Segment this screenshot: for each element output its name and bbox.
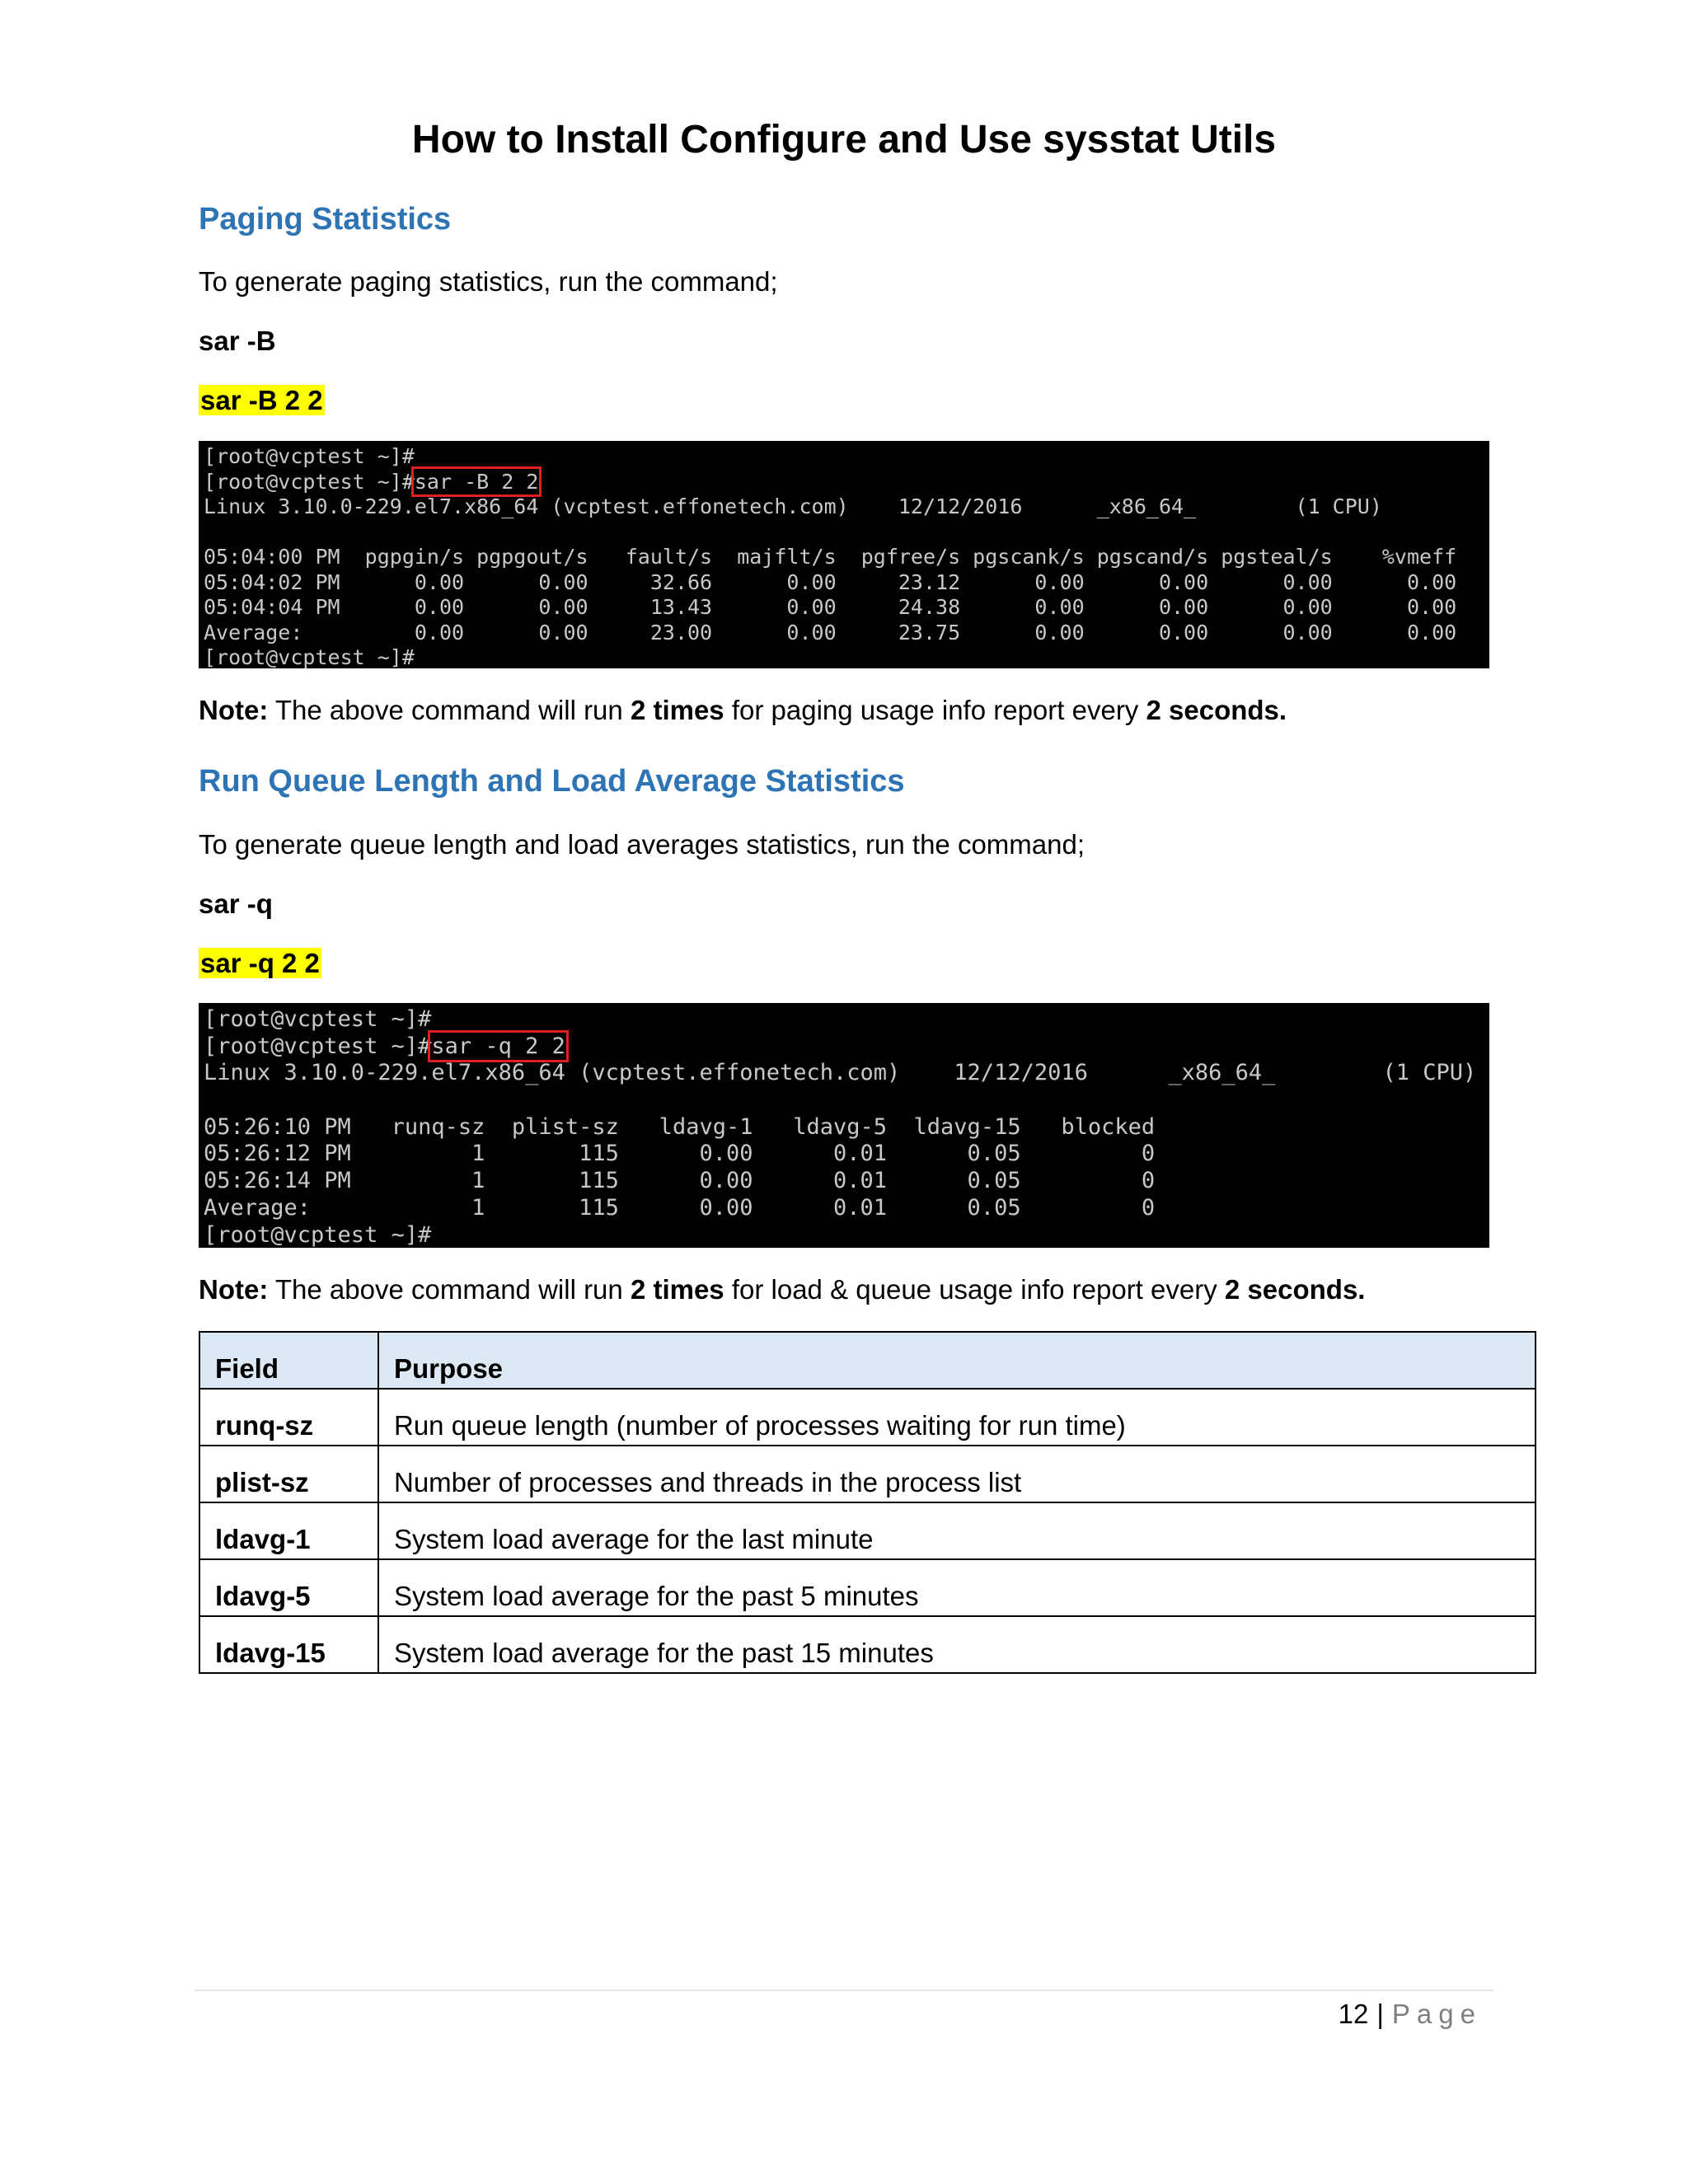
queue-intro: To generate queue length and load averages statistics, run the command; bbox=[199, 829, 1085, 860]
terminal-line: Average: 0.00 0.00 23.00 0.00 23.75 0.00 0.00 0.00 0.00 bbox=[204, 620, 1457, 644]
queue-heading: Run Queue Length and Load Average Statistics bbox=[199, 764, 905, 799]
terminal-line: 05:04:02 PM 0.00 0.00 32.66 0.00 23.12 0.00 0.00 0.00 0.00 bbox=[204, 569, 1457, 594]
terminal-line: 05:26:12 PM 1 115 0.00 0.01 0.05 0 bbox=[204, 1141, 1156, 1167]
paging-heading: Paging Statistics bbox=[199, 202, 452, 237]
terminal-line bbox=[204, 1033, 1484, 1061]
table-row bbox=[199, 1616, 1536, 1673]
footer-divider bbox=[195, 1990, 1493, 1991]
field-cell: ldavg-1 bbox=[199, 1502, 378, 1559]
terminal-line: [root@vcptest ~]# bbox=[204, 1006, 432, 1032]
footer-separator: | bbox=[1376, 1999, 1384, 2029]
purpose-cell: Run queue length (number of processes waiting for run time) bbox=[378, 1389, 1536, 1446]
terminal-prompt: [root@vcptest ~]# bbox=[204, 1033, 432, 1059]
table-header-field: Field bbox=[199, 1332, 378, 1389]
terminal-line: 05:26:14 PM 1 115 0.00 0.01 0.05 0 bbox=[204, 1168, 1156, 1194]
purpose-cell: Number of processes and threads in the process list bbox=[378, 1446, 1536, 1502]
terminal-line bbox=[204, 1087, 1484, 1114]
terminal-line bbox=[204, 520, 1484, 546]
table-header-purpose: Purpose bbox=[378, 1332, 1536, 1389]
field-cell: ldavg-15 bbox=[199, 1616, 378, 1673]
terminal-line: 05:04:00 PM pgpgin/s pgpgout/s fault/s majflt/s pgfree/s pgscank/s pgscand/s pgsteal/s %vmeff bbox=[204, 545, 1457, 569]
field-cell: ldavg-5 bbox=[199, 1559, 378, 1616]
terminal-line: 05:26:10 PM runq-sz plist-sz ldavg-1 ldavg-5 ldavg-15 blocked bbox=[204, 1113, 1156, 1140]
purpose-cell: System load average for the past 5 minutes bbox=[378, 1559, 1536, 1616]
terminal-line: 05:04:04 PM 0.00 0.00 13.43 0.00 24.38 0.00 0.00 0.00 0.00 bbox=[204, 595, 1457, 619]
table-row bbox=[199, 1502, 1536, 1559]
purpose-cell: System load average for the last minute bbox=[378, 1502, 1536, 1559]
paging-intro: To generate paging statistics, run the command; bbox=[199, 266, 778, 297]
field-purpose-table bbox=[199, 1331, 1536, 1674]
terminal-line: Linux 3.10.0-229.el7.x86_64 (vcptest.effonetech.com) 12/12/2016 _x86_64_ (1 CPU) bbox=[204, 494, 1382, 518]
page-footer bbox=[1339, 1996, 1482, 2032]
paging-note: Note: The above command will run 2 times for paging usage info report every 2 seconds. bbox=[199, 695, 1287, 725]
terminal-line bbox=[204, 470, 1484, 495]
page-word: Page bbox=[1391, 1999, 1482, 2029]
terminal-prompt: [root@vcptest ~]# bbox=[204, 469, 415, 494]
terminal-line: [root@vcptest ~]# bbox=[204, 645, 415, 669]
queue-command-highlighted: sar -q 2 2 bbox=[200, 948, 320, 978]
page-title: How to Install Configure and Use sysstat Utils bbox=[411, 118, 1277, 162]
paging-terminal-screenshot bbox=[199, 441, 1489, 668]
page-number: 12 bbox=[1338, 1999, 1369, 2029]
terminal-line: Linux 3.10.0-229.el7.x86_64 (vcptest.effonetech.com) 12/12/2016 _x86_64_ (1 CPU) bbox=[204, 1060, 1477, 1086]
field-cell: plist-sz bbox=[199, 1446, 378, 1502]
terminal-line: Average: 1 115 0.00 0.01 0.05 0 bbox=[204, 1194, 1156, 1221]
table-header-row bbox=[199, 1332, 1536, 1389]
queue-command: sar -q bbox=[199, 888, 273, 919]
terminal-line: [root@vcptest ~]# bbox=[204, 1221, 432, 1248]
field-cell: runq-sz bbox=[199, 1389, 378, 1446]
table-row bbox=[199, 1559, 1536, 1616]
paging-command-highlighted: sar -B 2 2 bbox=[200, 385, 323, 415]
highlighted-command: sar -q 2 2 bbox=[431, 1033, 565, 1059]
table-row bbox=[199, 1389, 1536, 1446]
terminal-line: [root@vcptest ~]# bbox=[204, 444, 415, 468]
queue-note: Note: The above command will run 2 times for load & queue usage info report every 2 seconds. bbox=[199, 1274, 1366, 1305]
table-row bbox=[199, 1446, 1536, 1502]
paging-command: sar -B bbox=[199, 326, 276, 356]
purpose-cell: System load average for the past 15 minutes bbox=[378, 1616, 1536, 1673]
queue-terminal-screenshot bbox=[199, 1003, 1489, 1248]
highlighted-command: sar -B 2 2 bbox=[414, 469, 539, 494]
